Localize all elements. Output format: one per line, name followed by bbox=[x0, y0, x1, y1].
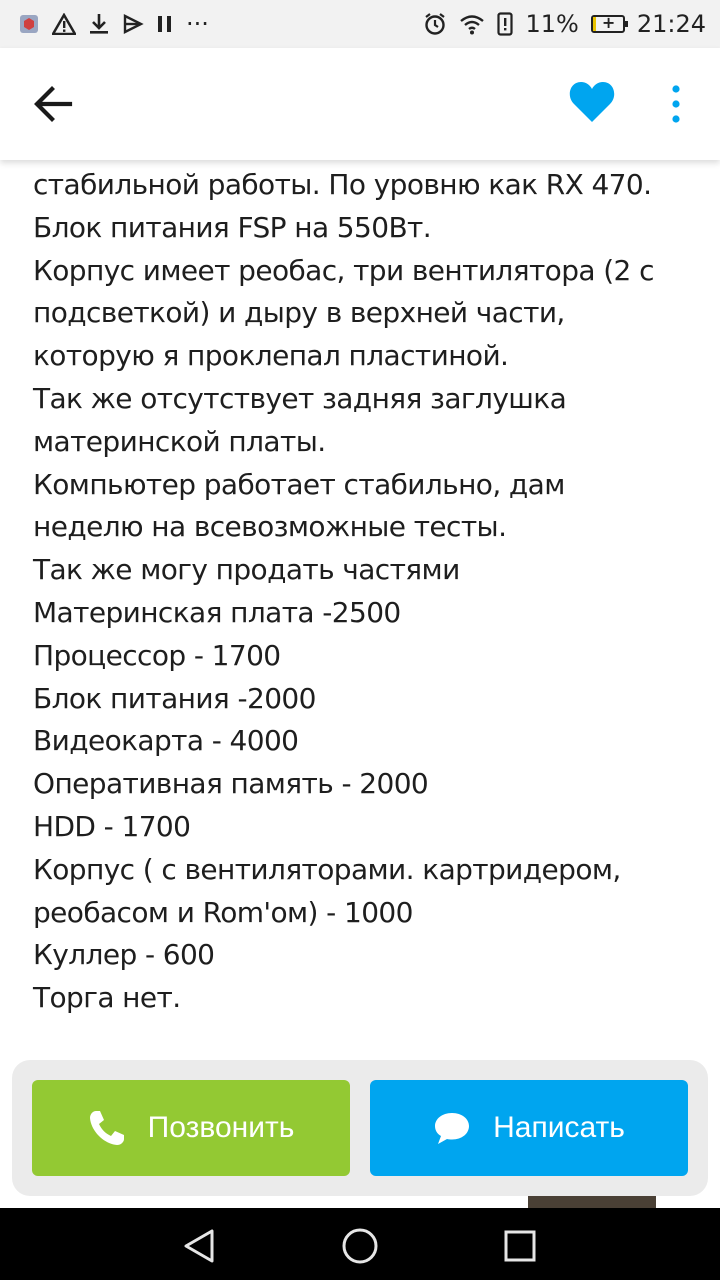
description-text bbox=[33, 164, 693, 1020]
description-line: Корпус имеет реобас, три вентилятора (2 с bbox=[33, 253, 654, 287]
description-line: подсветкой) и дыру в верхней части, bbox=[33, 296, 565, 330]
description-line: материнской платы. bbox=[33, 424, 326, 458]
write-button[interactable] bbox=[370, 1080, 688, 1176]
description-line: Куллер - 600 bbox=[33, 938, 215, 972]
description-line: Материнская плата -2500 bbox=[33, 595, 401, 629]
more-icon: ··· bbox=[186, 10, 209, 38]
app-icon bbox=[18, 10, 40, 38]
battery-icon bbox=[591, 15, 625, 33]
back-arrow-icon bbox=[30, 84, 74, 124]
status-bar bbox=[0, 0, 720, 48]
listing-image-peek bbox=[528, 1196, 656, 1208]
description-line: Так же отсутствует задняя заглушка bbox=[33, 381, 567, 415]
battery-percent: 11% bbox=[525, 10, 579, 38]
description-line: Процессор - 1700 bbox=[33, 638, 281, 672]
favorite-button[interactable] bbox=[568, 80, 616, 124]
pause-icon bbox=[156, 10, 174, 38]
cast-icon bbox=[122, 10, 144, 38]
more-menu-button[interactable] bbox=[662, 84, 690, 124]
clock: 21:24 bbox=[636, 10, 706, 38]
alert-icon bbox=[497, 10, 513, 38]
description-line: Компьютер работает стабильно, дам bbox=[33, 467, 565, 501]
charging-plus: + bbox=[601, 13, 616, 32]
description-line: неделю на всевозможные тесты. bbox=[33, 510, 507, 544]
description-line: Видеокарта - 4000 bbox=[33, 724, 299, 758]
listing-card-peek bbox=[32, 1196, 528, 1208]
nav-recents-icon bbox=[504, 1230, 536, 1262]
navigation-bar bbox=[0, 1208, 720, 1280]
back-button[interactable] bbox=[30, 84, 74, 124]
action-card bbox=[12, 1060, 708, 1196]
nav-recents-button[interactable] bbox=[504, 1230, 536, 1262]
description-line: Оперативная память - 2000 bbox=[33, 767, 429, 801]
heart-icon bbox=[568, 80, 616, 124]
app-bar bbox=[0, 48, 720, 160]
description-line: Блок питания -2000 bbox=[33, 681, 316, 715]
status-right bbox=[423, 10, 706, 38]
chat-bubble-icon bbox=[433, 1110, 471, 1146]
description-line: Блок питания FSP на 550Вт. bbox=[33, 210, 432, 244]
more-vertical-icon bbox=[662, 84, 690, 124]
write-button-label: Написать bbox=[493, 1111, 625, 1144]
phone-icon bbox=[88, 1109, 126, 1147]
nav-back-button[interactable] bbox=[182, 1228, 218, 1264]
battery-fill bbox=[593, 17, 596, 31]
description-line: HDD - 1700 bbox=[33, 809, 191, 843]
download-icon bbox=[88, 10, 110, 38]
description-line: Корпус ( с вентиляторами. картридером, bbox=[33, 852, 621, 886]
wifi-icon bbox=[459, 10, 485, 38]
nav-home-button[interactable] bbox=[340, 1226, 380, 1266]
status-left bbox=[18, 10, 209, 38]
description-line: Торга нет. bbox=[33, 981, 181, 1015]
alarm-icon bbox=[423, 10, 447, 38]
description-line: реобасом и Rom'ом) - 1000 bbox=[33, 895, 413, 929]
warning-icon bbox=[52, 10, 76, 38]
call-button[interactable] bbox=[32, 1080, 350, 1176]
nav-home-icon bbox=[340, 1226, 380, 1266]
description-line: которую я проклепал пластиной. bbox=[33, 339, 509, 373]
nav-back-icon bbox=[182, 1228, 218, 1264]
description-line: стабильной работы. По уровню как RX 470. bbox=[33, 168, 652, 201]
call-button-label: Позвонить bbox=[147, 1111, 295, 1144]
description-line: Так же могу продать частями bbox=[33, 553, 460, 587]
